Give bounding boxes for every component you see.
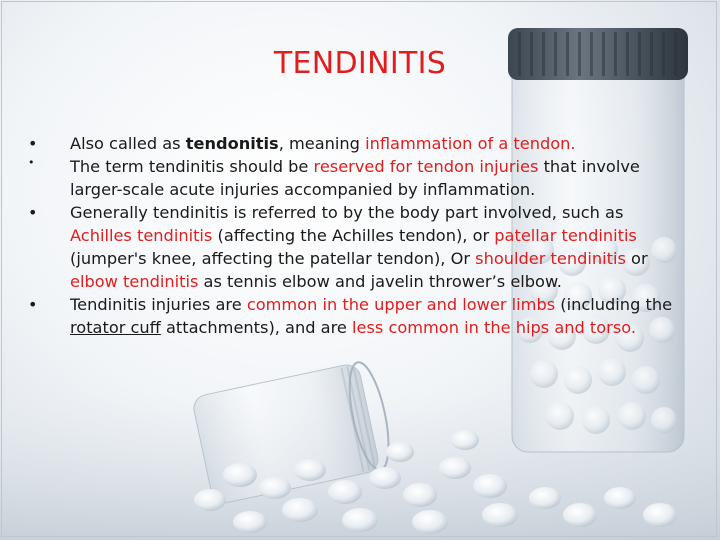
bullet-item xyxy=(28,132,678,155)
highlight-text: patellar tendinitis xyxy=(494,226,637,245)
highlight-text: shoulder tendinitis xyxy=(475,249,626,268)
rotator-cuff-link[interactable]: rotator cuff xyxy=(70,318,161,337)
bullet-list xyxy=(28,132,678,339)
bullet-text: or xyxy=(625,249,648,268)
bullet-text: The term tendinitis should be xyxy=(70,157,314,176)
bullet-dot: • xyxy=(28,156,35,169)
highlight-text: common in the upper and lower limbs xyxy=(246,295,556,314)
highlight-text: Achilles tendinitis xyxy=(70,226,213,245)
bullet-dot: • xyxy=(28,203,38,222)
slide-title: TENDINITIS xyxy=(273,46,447,82)
bullet-text: that involve larger-scale acute injuries accompanied by inflammation. xyxy=(70,157,640,199)
bullet-text: attachments), and are xyxy=(160,318,352,337)
bullet-item xyxy=(28,155,678,201)
highlight-text: less common in the hips and torso. xyxy=(351,318,637,337)
highlight-text: elbow tendinitis xyxy=(70,272,199,291)
bullet-text: , meaning xyxy=(278,134,366,153)
bullet-dot: • xyxy=(28,295,38,314)
bullet-text: Also called as xyxy=(70,134,186,153)
bullet-text: as tennis elbow and javelin thrower’s elbow. xyxy=(198,272,562,291)
bullet-item xyxy=(28,293,678,339)
bullet-text: Generally tendinitis is referred to by the body part involved, such as xyxy=(70,203,624,222)
highlight-text: inflammation of a tendon. xyxy=(365,134,576,153)
term-tendonitis: tendonitis xyxy=(185,134,279,153)
bullet-text: (affecting the Achilles tendon), or xyxy=(212,226,495,245)
bullet-text: Tendinitis injuries are xyxy=(70,295,247,314)
bullet-dot: • xyxy=(28,134,38,153)
bullet-text: (jumper's knee, affecting the patellar tendon), Or xyxy=(70,249,476,268)
bullet-item xyxy=(28,201,678,293)
highlight-text: reserved for tendon injuries xyxy=(313,157,539,176)
bullet-text: (including the xyxy=(555,295,673,314)
